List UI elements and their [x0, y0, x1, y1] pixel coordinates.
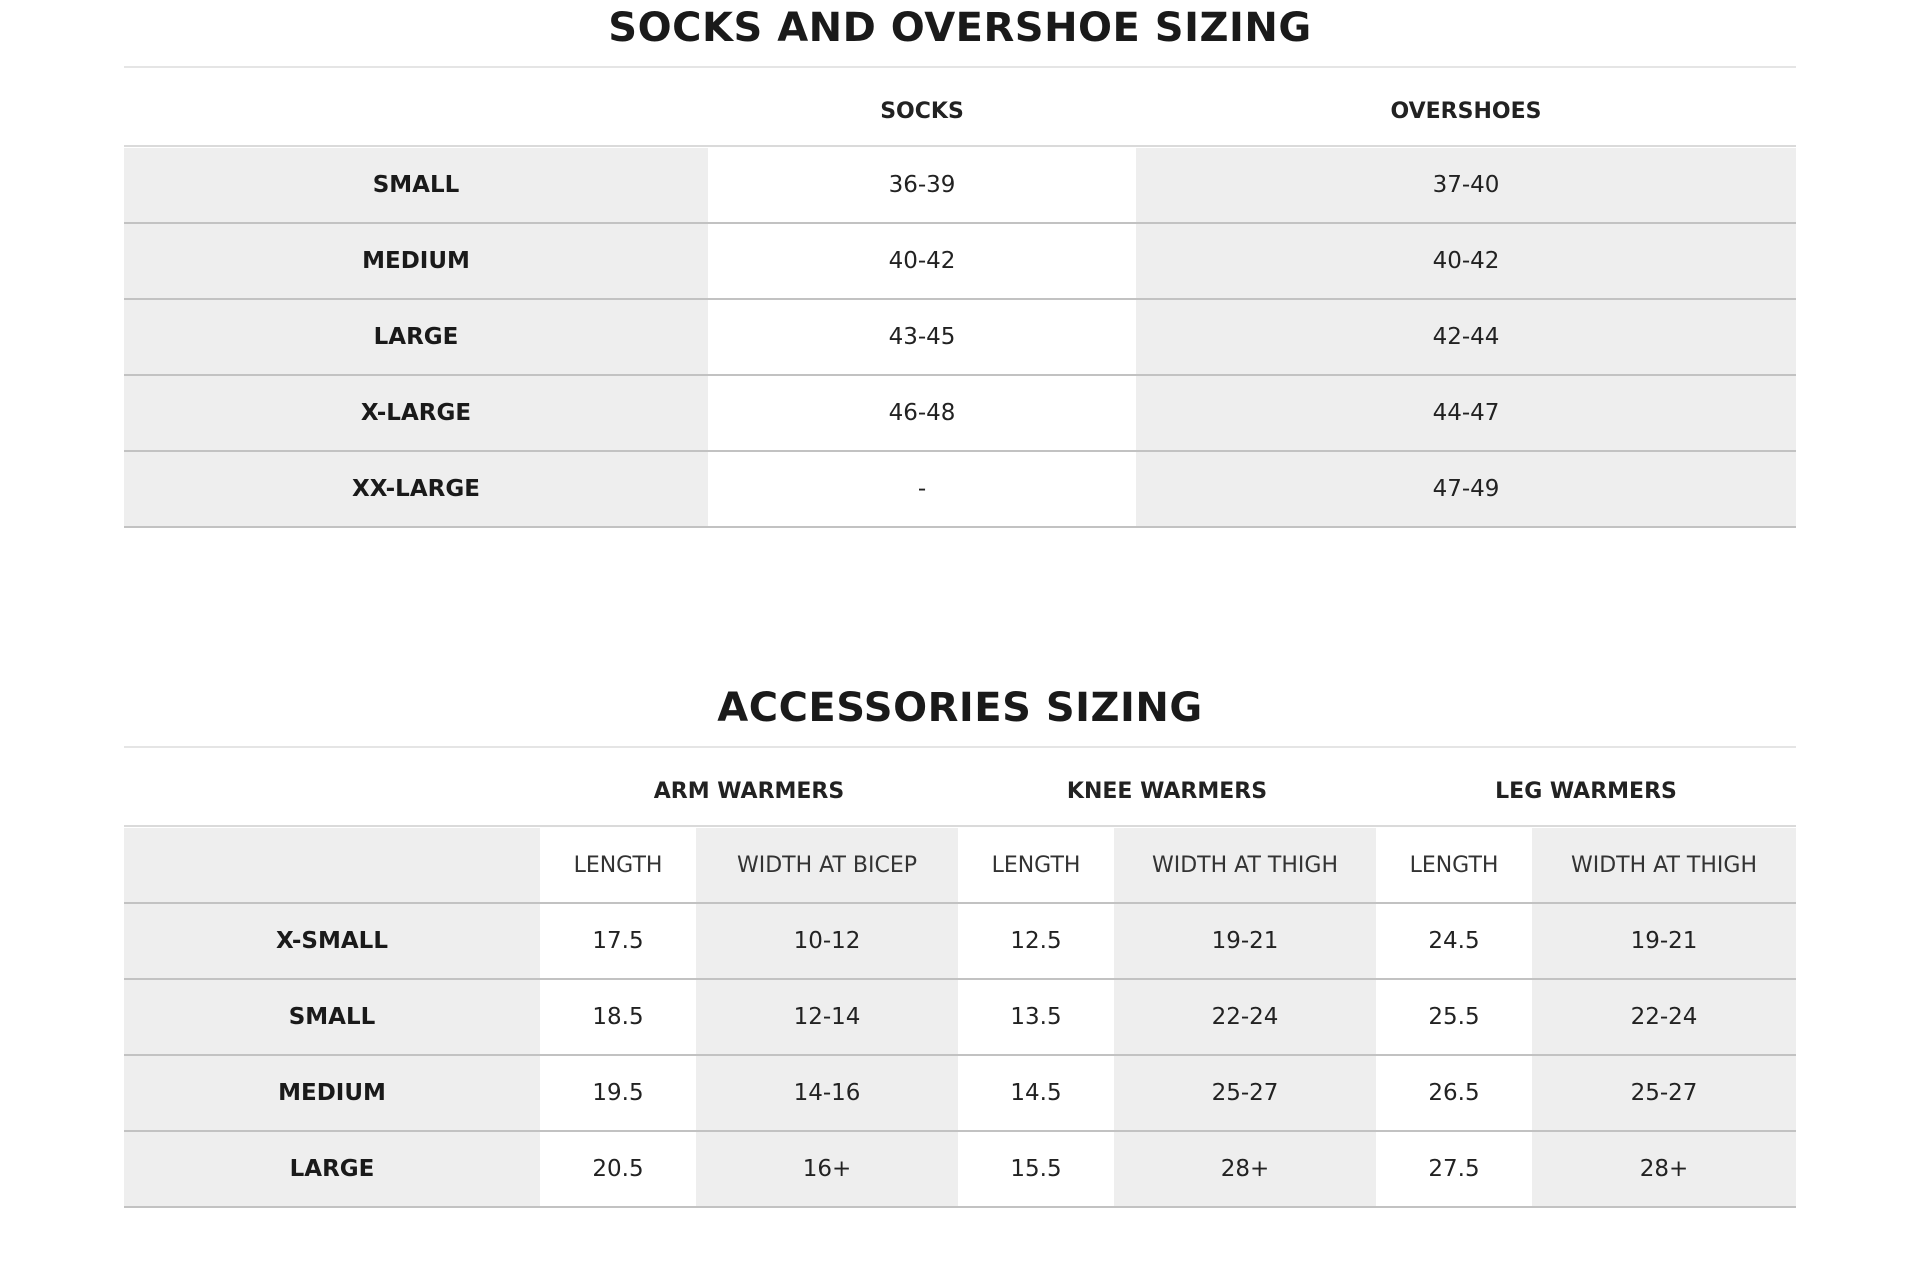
socks-column-header: SOCKS	[708, 76, 1136, 146]
accessories-header-corner	[124, 756, 540, 826]
overshoes-size-value: 47-49	[1136, 452, 1796, 526]
measurement-value: 27.5	[1376, 1132, 1532, 1206]
measurement-subheader: LENGTH	[1376, 828, 1532, 902]
overshoes-column-header: OVERSHOES	[1136, 76, 1796, 146]
arm-warmers-header: ARM WARMERS	[540, 756, 958, 826]
measurement-value: 19.5	[540, 1056, 696, 1130]
size-label: MEDIUM	[124, 224, 708, 298]
measurement-value: 17.5	[540, 904, 696, 978]
measurement-value: 25.5	[1376, 980, 1532, 1054]
socks-table-row	[124, 376, 1796, 450]
size-label: XX-LARGE	[124, 452, 708, 526]
socks-header-corner	[124, 76, 708, 146]
accessories-group-header-row	[124, 756, 1796, 826]
size-label: SMALL	[124, 980, 540, 1054]
measurement-value: 15.5	[958, 1132, 1114, 1206]
measurement-value: 28+	[1114, 1132, 1376, 1206]
measurement-value: 25-27	[1114, 1056, 1376, 1130]
accessories-row-rule	[124, 1206, 1796, 1208]
socks-table-row	[124, 148, 1796, 222]
socks-table-row	[124, 452, 1796, 526]
measurement-value: 12-14	[696, 980, 958, 1054]
accessories-group-rule	[124, 825, 1796, 827]
measurement-value: 26.5	[1376, 1056, 1532, 1130]
size-label: X-LARGE	[124, 376, 708, 450]
overshoes-size-value: 44-47	[1136, 376, 1796, 450]
socks-size-value: 36-39	[708, 148, 1136, 222]
measurement-value: 20.5	[540, 1132, 696, 1206]
overshoes-size-value: 42-44	[1136, 300, 1796, 374]
accessories-subheader-row	[124, 828, 1796, 902]
socks-title-rule	[124, 66, 1796, 68]
measurement-value: 19-21	[1532, 904, 1796, 978]
subheader-corner	[124, 828, 540, 902]
accessories-table-row	[124, 980, 1796, 1054]
size-label: LARGE	[124, 300, 708, 374]
measurement-value: 12.5	[958, 904, 1114, 978]
socks-row-rule	[124, 526, 1796, 528]
socks-header-rule	[124, 145, 1796, 147]
socks-table-row	[124, 300, 1796, 374]
measurement-value: 28+	[1532, 1132, 1796, 1206]
size-label: SMALL	[124, 148, 708, 222]
measurement-value: 19-21	[1114, 904, 1376, 978]
measurement-value: 10-12	[696, 904, 958, 978]
overshoes-size-value: 37-40	[1136, 148, 1796, 222]
socks-size-value: 46-48	[708, 376, 1136, 450]
knee-warmers-header: KNEE WARMERS	[958, 756, 1376, 826]
measurement-value: 22-24	[1114, 980, 1376, 1054]
socks-header-row	[124, 76, 1796, 146]
measurement-value: 18.5	[540, 980, 696, 1054]
measurement-value: 14.5	[958, 1056, 1114, 1130]
accessories-table-row	[124, 904, 1796, 978]
measurement-subheader: WIDTH AT THIGH	[1114, 828, 1376, 902]
accessories-table-row	[124, 1056, 1796, 1130]
measurement-value: 22-24	[1532, 980, 1796, 1054]
accessories-table-row	[124, 1132, 1796, 1206]
measurement-subheader: LENGTH	[540, 828, 696, 902]
accessories-title-rule	[124, 746, 1796, 748]
measurement-subheader: WIDTH AT THIGH	[1532, 828, 1796, 902]
measurement-value: 16+	[696, 1132, 958, 1206]
socks-size-value: 43-45	[708, 300, 1136, 374]
socks-size-value: -	[708, 452, 1136, 526]
measurement-subheader: WIDTH AT BICEP	[696, 828, 958, 902]
size-label: X-SMALL	[124, 904, 540, 978]
size-label: MEDIUM	[124, 1056, 540, 1130]
socks-size-value: 40-42	[708, 224, 1136, 298]
accessories-section-title: ACCESSORIES SIZING	[717, 685, 1203, 731]
measurement-value: 14-16	[696, 1056, 958, 1130]
measurement-value: 13.5	[958, 980, 1114, 1054]
socks-table-row	[124, 224, 1796, 298]
overshoes-size-value: 40-42	[1136, 224, 1796, 298]
socks-section-title: SOCKS AND OVERSHOE SIZING	[608, 5, 1312, 51]
measurement-value: 24.5	[1376, 904, 1532, 978]
leg-warmers-header: LEG WARMERS	[1376, 756, 1796, 826]
measurement-value: 25-27	[1532, 1056, 1796, 1130]
measurement-subheader: LENGTH	[958, 828, 1114, 902]
size-label: LARGE	[124, 1132, 540, 1206]
